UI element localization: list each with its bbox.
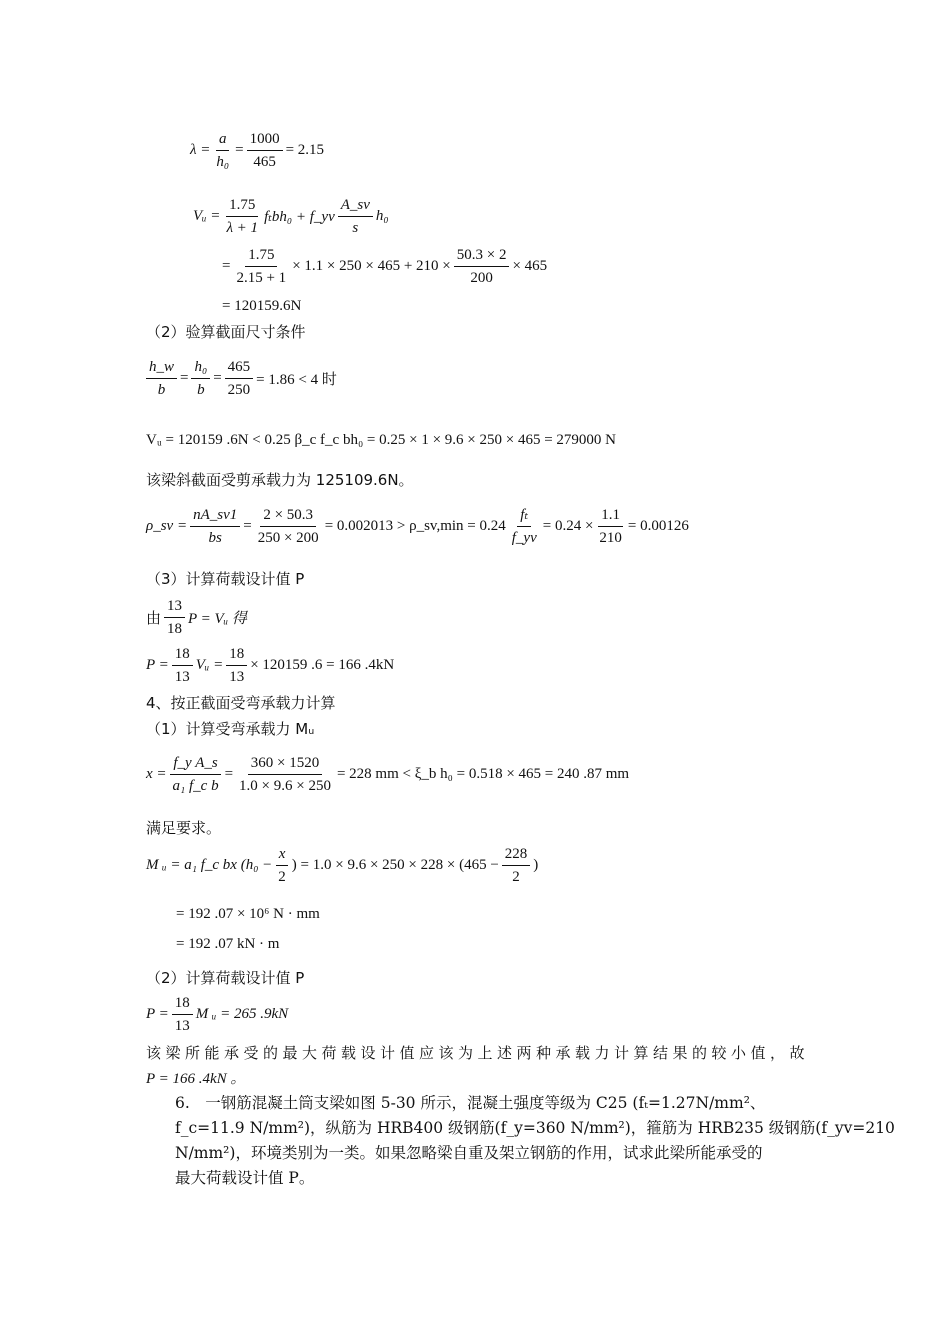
fraction-numerator: 360 × 1520 (248, 754, 322, 775)
vu-lhs: Vᵤ = (193, 208, 221, 224)
problem-6-line4: 最大荷载设计值 P。 (175, 1169, 315, 1187)
equals: = (224, 766, 234, 782)
fraction (190, 506, 240, 547)
fraction-denominator: 13 (174, 669, 190, 685)
p-from-equation (146, 597, 247, 638)
problem-6-line2: f_c=11.9 N/mm²)，纵筋为 HRB400 级钢筋(f_y=360 N/mm²)，箍筋为 HRB235 级钢筋(f_yv=210 (175, 1119, 895, 1137)
fraction-denominator: 210 (599, 530, 622, 546)
equals: = (222, 258, 231, 274)
problem-6-line1: 6. 一钢筋混凝土筒支梁如图 5-30 所示，混凝土强度等级为 C25 (fₜ=1.27N/mm²、 (175, 1094, 766, 1112)
fraction-denominator: 13 (174, 1018, 190, 1034)
fraction-numerator: 1.75 (226, 196, 258, 217)
p-from-post: P = Vᵤ 得 (188, 611, 247, 627)
mu-lhs: M ᵤ = a₁ f_c bx (h₀ − (146, 857, 273, 873)
fraction (338, 196, 373, 237)
fraction-denominator: 2 (278, 869, 286, 885)
p-lhs: P = (146, 657, 169, 673)
fraction-numerator: 465 (225, 358, 254, 379)
vu-equation-line1 (193, 196, 389, 237)
mu-close: ) (533, 857, 539, 873)
rho-lhs: ρ_sv = (146, 518, 188, 534)
fraction-denominator: b (157, 382, 166, 398)
p-result: M ᵤ = 265 .9kN (195, 1006, 289, 1022)
item-4-heading: 4、按正截面受弯承载力计算 (146, 694, 336, 712)
fraction (233, 246, 289, 287)
hw-result: = 1.86 < 4 时 (256, 372, 337, 388)
rho-middle: = 0.002013 > ρ_sv,min = 0.24 (324, 518, 506, 534)
fraction (172, 645, 193, 686)
mu-equation-line2: = 192 .07 × 10⁶ N · mm (176, 906, 320, 922)
fraction-numerator: 18 (226, 645, 247, 666)
fraction-numerator: 18 (172, 994, 193, 1015)
fraction (226, 645, 247, 686)
vu-line2-term: × 1.1 × 250 × 465 + 210 × (292, 258, 451, 274)
rho-middle: = 0.24 × (542, 518, 594, 534)
fraction-denominator: 250 × 200 (257, 530, 319, 546)
fraction (255, 506, 322, 547)
equals: = (235, 142, 244, 158)
fraction-numerator: A_sv (338, 196, 373, 217)
x-lhs: x = (146, 766, 167, 782)
fraction-numerator: 1.1 (598, 506, 623, 527)
fraction-denominator: b (197, 382, 205, 398)
fraction (275, 845, 289, 886)
section-3-heading: （3）计算荷载设计值 P (146, 570, 305, 588)
problem-6-line3: N/mm²)，环境类别为一类。如果忽略梁自重及架立钢筋的作用，试求此梁所能承受的 (175, 1144, 763, 1162)
fraction-denominator: 200 (470, 270, 493, 286)
hw-b-equation (143, 358, 337, 399)
section-2-heading: （2）验算截面尺寸条件 (146, 323, 306, 341)
fraction-denominator: bs (208, 530, 222, 546)
vu-equation-line2 (222, 246, 547, 287)
conclusion-result: P = 166 .4kN 。 (146, 1071, 246, 1087)
fraction-denominator: 2.15 + 1 (236, 270, 287, 286)
fraction (247, 130, 283, 171)
p-lhs: P = (146, 1006, 169, 1022)
fraction-numerator: nA_sv1 (190, 506, 240, 527)
fraction (213, 130, 232, 171)
fraction-numerator: f_y A_s (170, 754, 220, 775)
fraction (509, 506, 540, 547)
equals: = (213, 370, 222, 386)
x-result: = 228 mm < ξ_b h₀ = 0.518 × 465 = 240 .87 mm (336, 766, 630, 782)
vu-equation-line3: = 120159.6N (222, 298, 302, 314)
fraction-numerator: a (216, 130, 230, 151)
fraction-denominator: 2 (512, 869, 520, 885)
fraction-numerator: 1.75 (245, 246, 277, 267)
lambda-lhs: λ = (190, 142, 211, 158)
mu-equation (146, 845, 538, 886)
conclusion-text: 该梁所能承受的最大荷载设计值应该为上述两种承载力计算结果的较小值，故 (146, 1044, 806, 1062)
fraction-denominator: 250 (227, 382, 251, 398)
equals: = (180, 370, 189, 386)
p-mid: Vᵤ = (195, 657, 224, 673)
fraction-numerator: fₜ (517, 506, 531, 527)
fraction-numerator: 228 (502, 845, 531, 866)
fraction-denominator: a₁ f_c b (172, 778, 219, 794)
vu-term: h₀ (375, 208, 389, 224)
fraction-numerator: 1000 (247, 130, 283, 151)
fraction-denominator: f_yv (511, 530, 537, 546)
p-from-pre: 由 (146, 609, 162, 627)
fraction (191, 358, 210, 399)
fraction-denominator: h₀ (216, 154, 230, 170)
fraction-denominator: 1.0 × 9.6 × 250 (239, 778, 331, 794)
p-equation-1 (146, 645, 394, 686)
fraction (596, 506, 625, 547)
fraction (223, 196, 261, 237)
fraction (225, 358, 254, 399)
fraction (172, 994, 193, 1035)
fraction-numerator: 18 (172, 645, 193, 666)
fraction (164, 597, 185, 638)
fraction-denominator: 18 (167, 621, 183, 637)
mu-equation-line3: = 192 .07 kN · m (176, 936, 280, 952)
fraction-numerator: 50.3 × 2 (454, 246, 510, 267)
fraction-denominator: 465 (253, 154, 276, 170)
x-equation (146, 754, 629, 795)
fraction (146, 358, 177, 399)
p-result: × 120159 .6 = 166 .4kN (250, 657, 395, 673)
fraction-numerator: h₀ (191, 358, 210, 379)
fraction-denominator: λ + 1 (226, 220, 259, 236)
fraction-numerator: x (276, 845, 289, 866)
rho-result: = 0.00126 (627, 518, 689, 534)
vu-line2-term: × 465 (512, 258, 548, 274)
equals: = (243, 518, 252, 534)
fraction-numerator: 2 × 50.3 (260, 506, 316, 527)
mu-middle: ) = 1.0 × 9.6 × 250 × 228 × (465 − (291, 857, 499, 873)
fraction-numerator: h_w (146, 358, 177, 379)
fraction-denominator: 13 (229, 669, 245, 685)
shear-capacity-text: 该梁斜截面受剪承载力为 125109.6N。 (146, 471, 414, 489)
subsection-2-heading: （2）计算荷载设计值 P (146, 969, 305, 987)
fraction (502, 845, 531, 886)
p-equation-2 (146, 994, 288, 1035)
lambda-result: = 2.15 (285, 142, 325, 158)
rho-sv-equation (146, 506, 689, 547)
satisfied-text: 满足要求。 (146, 819, 222, 837)
fraction-denominator: s (352, 220, 359, 236)
fraction (454, 246, 510, 287)
fraction-numerator: 13 (164, 597, 185, 618)
subsection-1-heading: （1）计算受弯承载力 Mᵤ (146, 720, 315, 738)
vu-term: fₜbh₀ + f_yv (264, 209, 335, 225)
vu-check-equation: Vᵤ = 120159 .6N < 0.25 β_c f_c bh₀ = 0.25 × 1 × 9.6 × 250 × 465 = 279000 N (146, 432, 617, 448)
lambda-equation (190, 130, 324, 171)
fraction (236, 754, 334, 795)
fraction (170, 754, 222, 795)
